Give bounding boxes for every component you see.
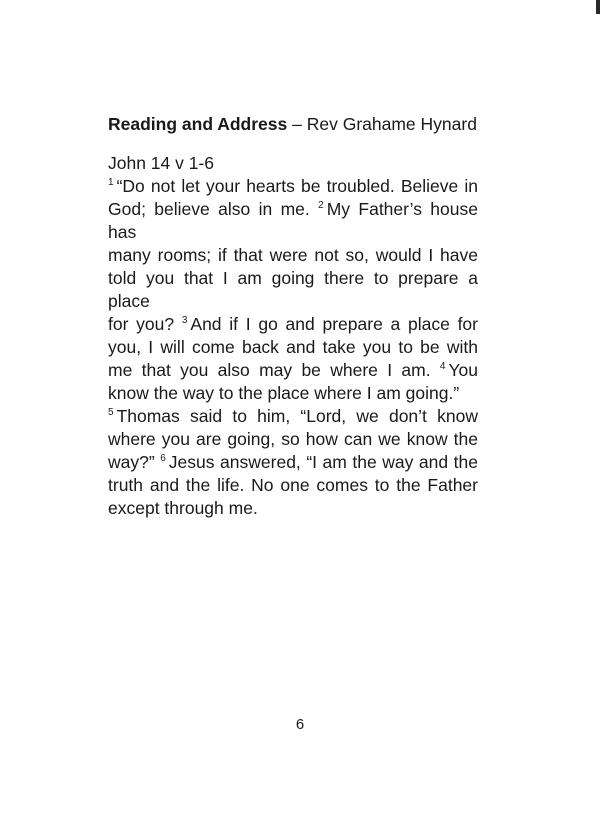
passage-text: God; believe also in me. (108, 199, 310, 219)
verse-number: 5 (108, 407, 114, 418)
heading-title: Reading and Address (108, 114, 288, 134)
passage-line-9 (108, 405, 478, 428)
passage-text: Thomas said to him, “Lord, we don’t know (116, 406, 478, 426)
section-heading (108, 113, 477, 135)
heading-separator: – (292, 114, 302, 134)
verse-number: 1 (108, 177, 114, 188)
scan-edge-mark (596, 0, 600, 14)
passage-line-11 (108, 451, 478, 474)
passage-line-2 (108, 198, 478, 244)
passage-text: You (448, 360, 478, 380)
verse-number: 4 (439, 361, 446, 372)
verse-number: 2 (318, 200, 324, 211)
passage-line-3: many rooms; if that were not so, would I have (108, 245, 478, 265)
passage-text: And if I go and prepare a place for (190, 314, 478, 334)
passage-text: “Do not let your hearts be troubled. Believe in (116, 176, 478, 196)
passage-line-12: truth and the life. No one comes to the Father (108, 475, 478, 495)
verse-number: 3 (181, 315, 188, 326)
passage-text: My Father’s house has (108, 199, 478, 242)
passage-text: way?” (108, 452, 155, 472)
passage-line-7 (108, 359, 478, 382)
passage-line-4: told you that I am going there to prepare a place (108, 268, 478, 311)
passage-text: Jesus answered, “I am the way and the (168, 452, 478, 472)
passage-line-8: know the way to the place where I am going.” (108, 383, 460, 403)
scripture-passage (108, 152, 478, 520)
passage-line-10: where you are going, so how can we know the (108, 429, 478, 449)
passage-text: me that you also may be where I am. (108, 360, 431, 380)
passage-line-13: except through me. (108, 498, 258, 518)
passage-line-5 (108, 313, 478, 336)
passage-line-6: you, I will come back and take you to be with (108, 337, 478, 357)
verse-number: 6 (160, 453, 166, 464)
heading-speaker: Rev Grahame Hynard (306, 114, 477, 134)
page-number: 6 (295, 716, 305, 733)
scripture-reference: John 14 v 1-6 (108, 153, 215, 173)
passage-line-1 (108, 175, 478, 198)
passage-text: for you? (108, 314, 175, 334)
